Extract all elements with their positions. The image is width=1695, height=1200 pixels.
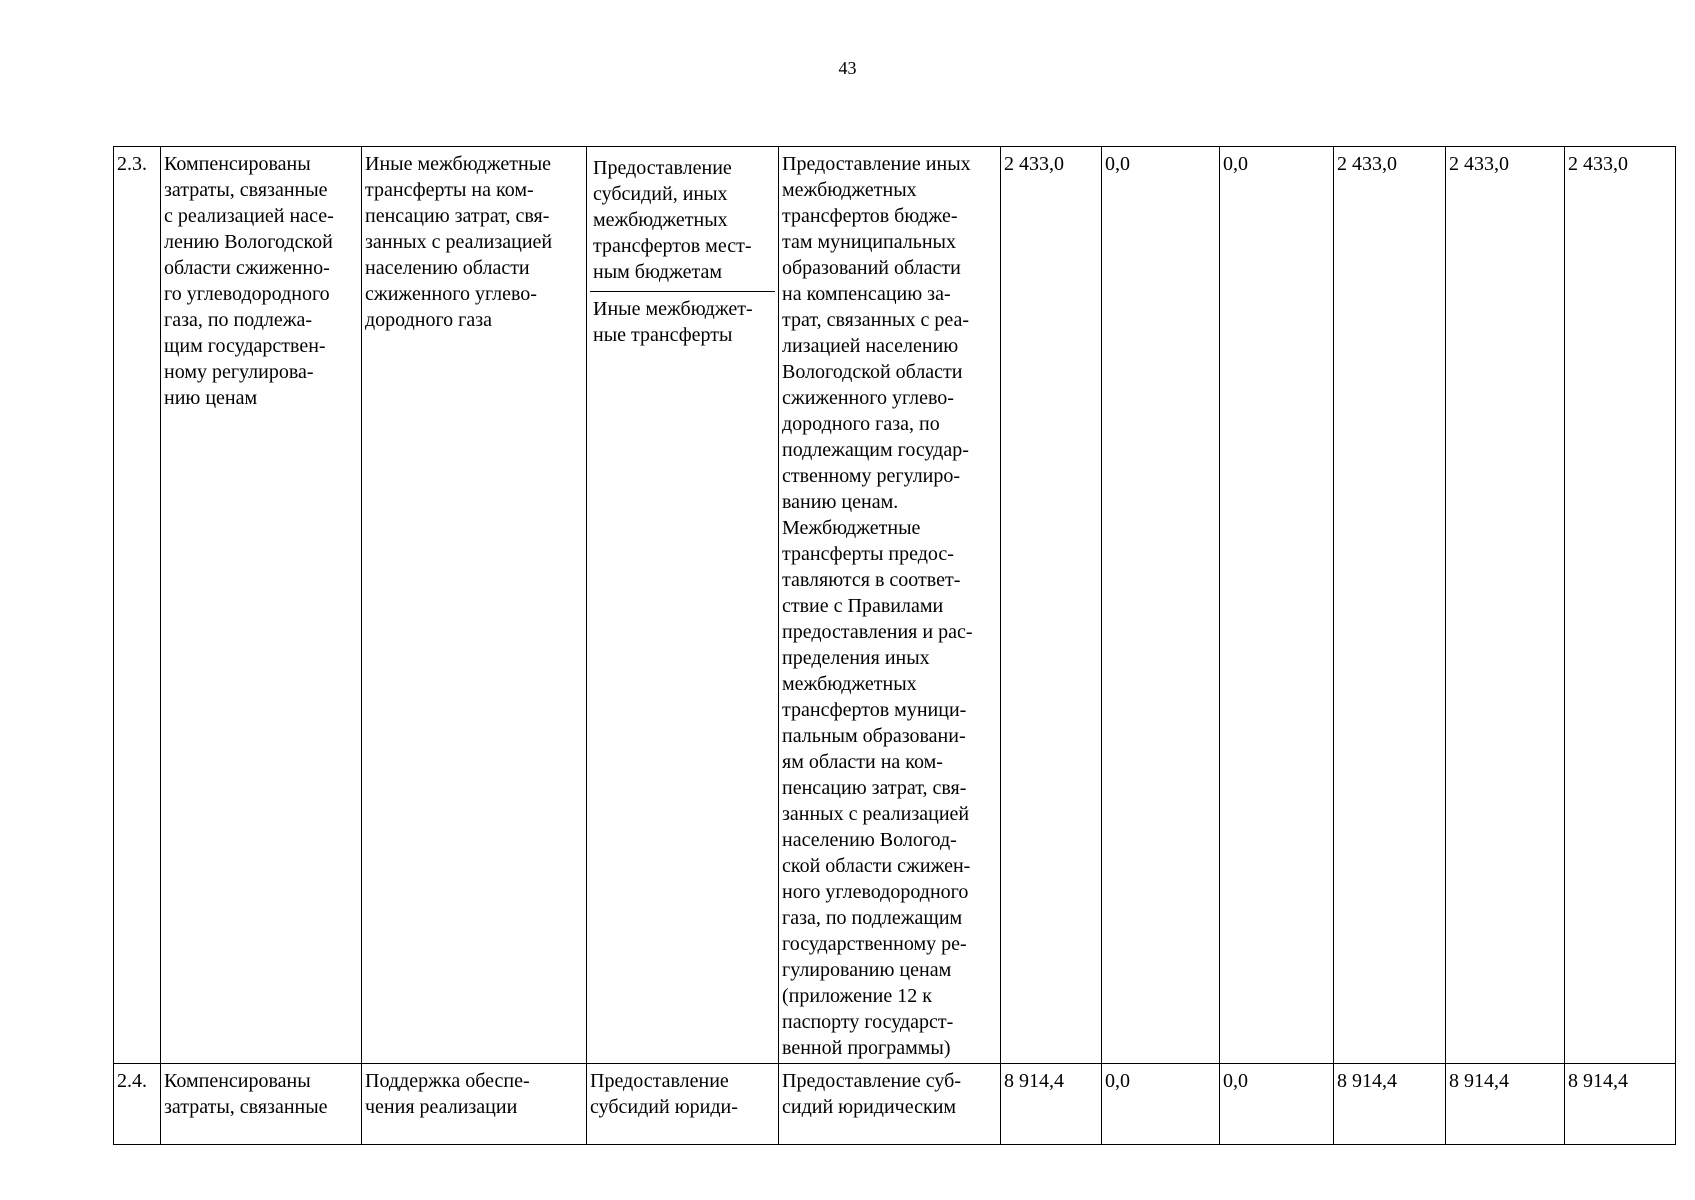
budget-table — [113, 146, 1676, 1145]
description-cell — [779, 147, 1001, 1064]
value-3: 0,0 — [1223, 153, 1248, 175]
value-cell — [1102, 1064, 1220, 1145]
value-cell — [1565, 147, 1676, 1064]
value-cell — [1220, 1064, 1334, 1145]
value-6: 2 433,0 — [1568, 153, 1628, 175]
type-top-text: Предоставление субсидий юриди- — [590, 1070, 738, 1118]
value-5: 2 433,0 — [1449, 153, 1509, 175]
value-cell — [1446, 147, 1565, 1064]
value-6: 8 914,4 — [1568, 1070, 1628, 1092]
row-number-cell — [114, 147, 161, 1064]
value-cell — [1001, 1064, 1102, 1145]
row-number: 2.4. — [117, 1070, 147, 1092]
value-2: 0,0 — [1105, 153, 1130, 175]
result-cell — [161, 147, 362, 1064]
value-cell — [1220, 147, 1334, 1064]
value-1: 2 433,0 — [1004, 153, 1064, 175]
mechanism-text: Поддержка обеспе- чения реализации — [365, 1070, 530, 1118]
value-cell — [1565, 1064, 1676, 1145]
table-row — [114, 147, 1676, 1064]
type-top-text: Предоставление субсидий, иных межбюджетных трансфертов мест- ным бюджетам — [593, 157, 752, 283]
description-text: Предоставление суб- сидий юридическим — [782, 1070, 961, 1118]
row-number-cell — [114, 1064, 161, 1145]
row-number: 2.3. — [117, 153, 147, 175]
mechanism-text: Иные межбюджетные трансферты на ком- пенсацию затрат, свя- занных с реализацией населению области сжиженного углево- дородного газа — [365, 153, 553, 331]
value-1: 8 914,4 — [1004, 1070, 1064, 1092]
mechanism-cell — [362, 147, 587, 1064]
value-cell — [1334, 1064, 1446, 1145]
value-4: 8 914,4 — [1337, 1070, 1397, 1092]
value-3: 0,0 — [1223, 1070, 1248, 1092]
type-bottom-text: Иные межбюджет- ные трансферты — [593, 298, 753, 346]
result-cell — [161, 1064, 362, 1145]
table-row — [114, 1064, 1676, 1145]
value-cell — [1334, 147, 1446, 1064]
result-text: Компенсированы затраты, связанные — [164, 1070, 328, 1118]
type-cell — [587, 1064, 779, 1145]
value-4: 2 433,0 — [1337, 153, 1397, 175]
page-number: 43 — [838, 58, 857, 78]
type-top-section — [590, 151, 775, 292]
result-text: Компенсированы затраты, связанные с реализацией насе- лению Вологодской области сжиженно- го углеводородного газа, по подлежа- щим государствен- ному регулирова- нию ценам — [164, 153, 334, 409]
value-2: 0,0 — [1105, 1070, 1130, 1092]
mechanism-cell — [362, 1064, 587, 1145]
description-cell — [779, 1064, 1001, 1145]
value-5: 8 914,4 — [1449, 1070, 1509, 1092]
type-bottom-section — [590, 292, 775, 350]
description-text: Предоставление иных межбюджетных трансфертов бюдже- там муниципальных образований области на компенсацию за- трат, связанных с реа- лизацией населению Вологодской области сжиженного углево- дородного газа, по подлежащим государ- ственному регулиро- ванию ценам. Межбюджетные трансферты предос- тавляются в соответ- ствие с Правилами предоставления и рас- пределения иных межбюджетных трансфертов муници- пальным образовани- ям области на ком- пенсацию затрат, свя- занных с реализацией населению Вологод- ской области сжижен- ного углеводородного газа, по подлежащим государственному ре- гулированию ценам (приложение 12 к паспорту государст- венной программы) — [782, 153, 973, 1059]
value-cell — [1446, 1064, 1565, 1145]
value-cell — [1102, 147, 1220, 1064]
value-cell — [1001, 147, 1102, 1064]
type-cell — [587, 147, 779, 1064]
